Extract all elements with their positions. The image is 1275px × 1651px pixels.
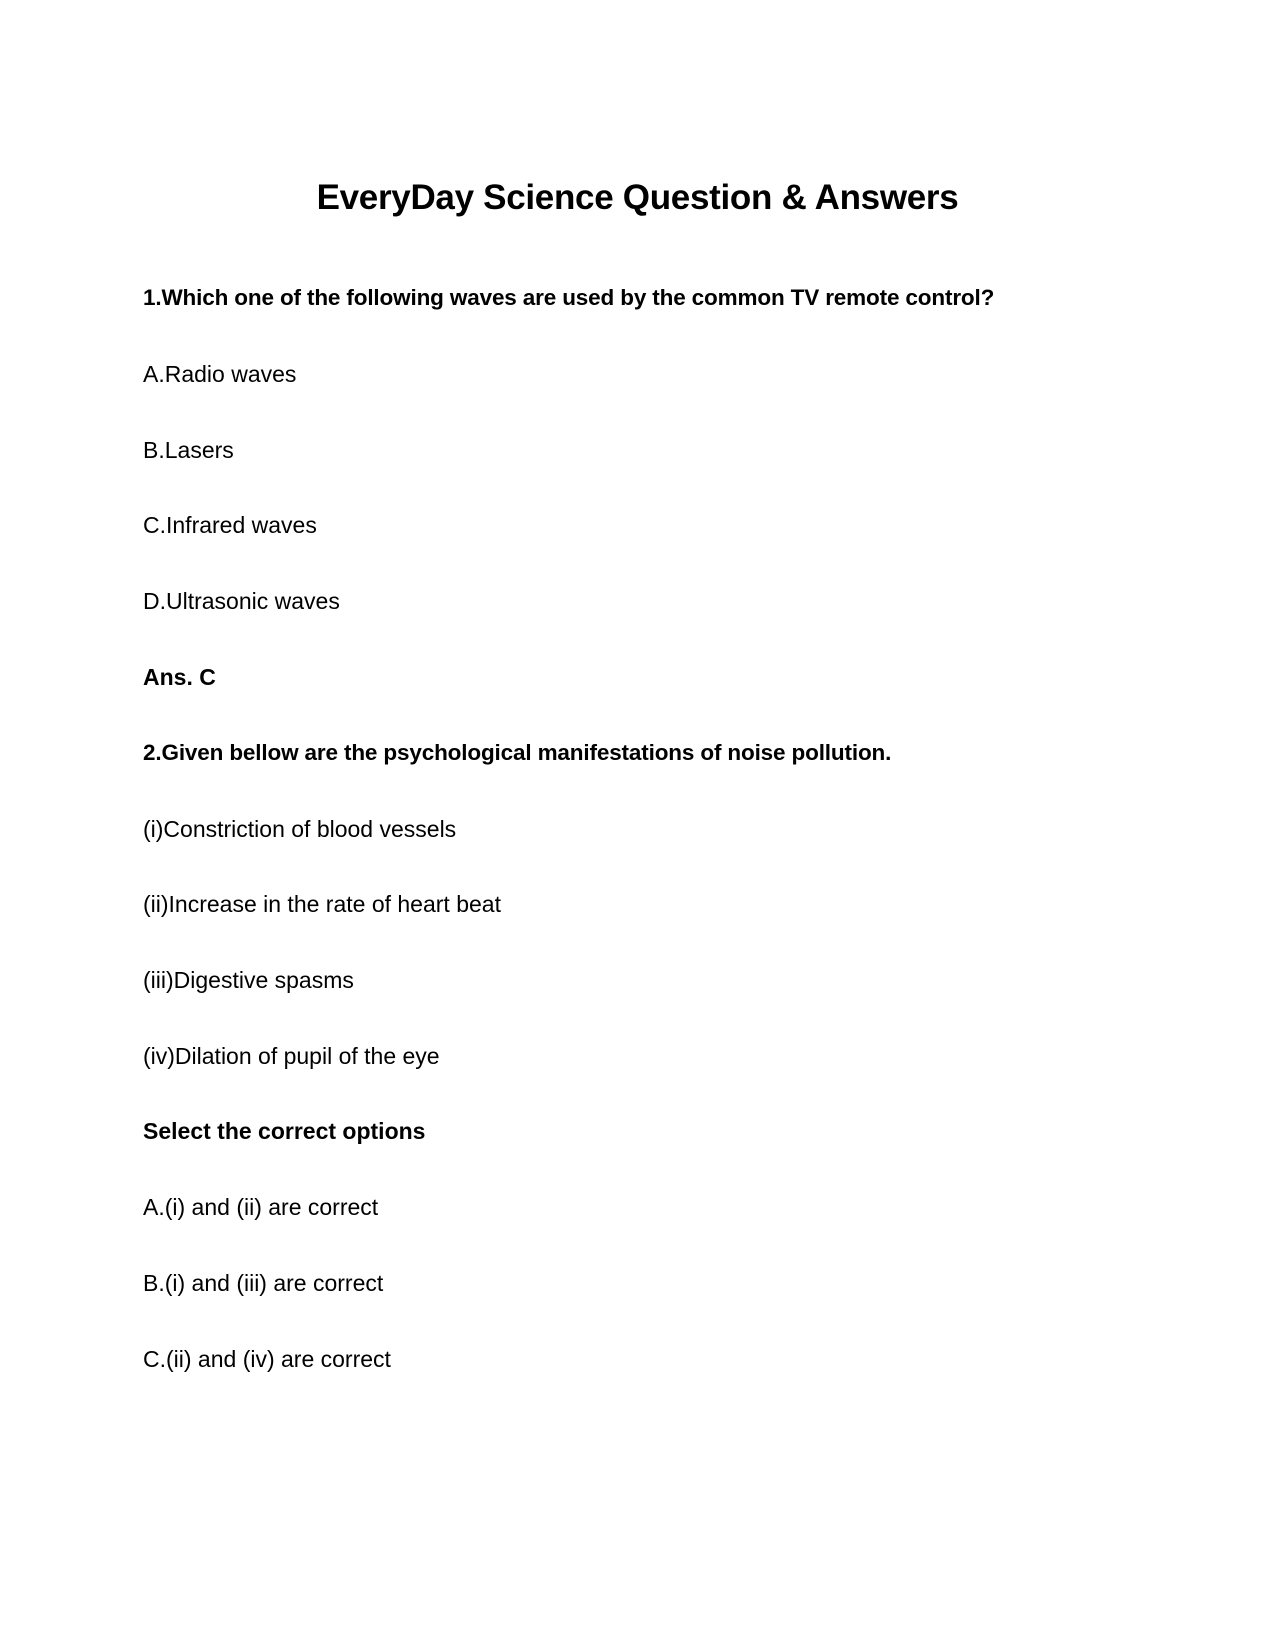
question-2-prompt: 2.Given bellow are the psychological manifestations of noise pollution. <box>143 740 892 765</box>
question-2-statement-iii: (iii)Digestive spasms <box>143 967 354 993</box>
question-2-option-c[interactable]: C.(ii) and (iv) are correct <box>143 1346 391 1372</box>
question-1-option-d[interactable]: D.Ultrasonic waves <box>143 588 340 614</box>
question-2-option-a[interactable]: A.(i) and (ii) are correct <box>143 1194 379 1220</box>
page-title: EveryDay Science Question & Answers <box>316 178 959 217</box>
question-2-select-heading: Select the correct options <box>143 1118 426 1144</box>
question-1-option-c[interactable]: C.Infrared waves <box>143 512 317 538</box>
question-2-statement-ii: (ii)Increase in the rate of heart beat <box>143 891 501 917</box>
question-1-prompt: 1.Which one of the following waves are used by the common TV remote control? <box>143 285 995 310</box>
question-2-statement-iv: (iv)Dilation of pupil of the eye <box>143 1043 440 1069</box>
question-2-option-b[interactable]: B.(i) and (iii) are correct <box>143 1270 384 1296</box>
question-1-option-b[interactable]: B.Lasers <box>143 437 234 463</box>
question-1-answer: Ans. C <box>143 664 216 690</box>
question-1-option-a[interactable]: A.Radio waves <box>143 361 297 387</box>
question-2-statement-i: (i)Constriction of blood vessels <box>143 816 457 842</box>
